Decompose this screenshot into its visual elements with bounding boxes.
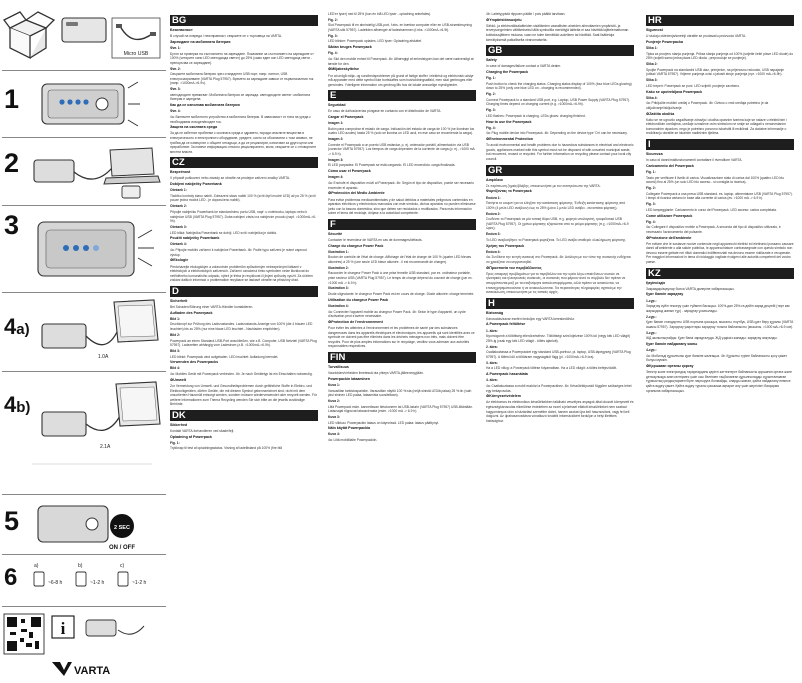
section-heading: Punjenje Powerpacka xyxy=(646,39,683,44)
figure-1-charge-status xyxy=(2,74,162,134)
paragraph: LED treperi: Powerpack se puni. LED svijetli: punjenje završeno. xyxy=(646,83,741,88)
language-header-bg xyxy=(170,15,318,26)
paragraph: Předcházejte ekologickým a zdravotním problémům způsobeným nebezpečnými látkami v elektrických a elektronických zařízeních. Zařízení označená tímto symbolem nelze likvidovat do netříděného komunálního odpadu, nýbrž je třeba je recyklovat či jinými způsoby využít. Za účelem získání dalších informací o problematice recyklace se laskavě obraťte na příslušný úřad. xyxy=(170,264,313,283)
option-b-label: b) xyxy=(78,563,83,569)
tablet-icon xyxy=(114,300,158,342)
powerbank-icon xyxy=(34,160,74,182)
figure-reference: Kuva 2: xyxy=(328,398,340,403)
paragraph: Collegare Powerpack a una presa USB standard, es. laptop, alimentatore USB (VARTA Plug 57957). I tempi di ricarica variano in base alla corrente di carica (es. >1000 mA -> 6-9 h). xyxy=(646,191,793,201)
divider xyxy=(2,70,166,71)
section-heading: Charging the Powerpack xyxy=(486,69,529,74)
language-code: E xyxy=(330,90,337,102)
figure-2-usb-charging xyxy=(2,140,162,202)
paragraph: Push button to check the charging status. Charging status display of 100% (four blue LEDs glowing) down to 25% (only one blue LED on - charging is recommended). xyxy=(486,81,632,91)
section-heading: Utilisation du chargeur Power Pack xyxy=(328,297,389,302)
figure-reference: Fig. 2: xyxy=(646,186,656,191)
paragraph: Προς αποφυγή προβλημάτων για το περιβάλλον και την υγεία λόγω επικίνδυνων ουσιών σε ηλεκτρικές και ηλεκτρονικές συσκευές, οι συσκευές που φέρουν αυτό το σύμβολο δεν πρέπει να απορρίπτονται μαζί με τα αταξινόμητα αστικά απορρίμματα, αλλά πρέπει να ανακτώνται, να επαναχρησιμοποιούνται ή να ανακυκλώνονται. Για περισσότερες πληροφορίες σχετικά με την ανακύκλωση, επικοινωνήστε με τις τοπικές αρχές. xyxy=(486,271,626,295)
paragraph: Электр және электрондық тауарлардағы қауіпті заттектерге байланысты қоршаған ортаға және денсаулыққа зиян келтірмес үшін осы белгімен таңбаланған құрылғыларды сұрыпталмаған тұрмыстық қалдықтармен бірге лақтыруға болмайды, оларды жинап, қайта пайдалану немесе қайта өңдеу қажет. Қайта өңдеу туралы қосымша ақпарат алу үшін жергілікті басқарма органына хабарласыңыз. xyxy=(646,370,792,393)
figure-reference: Fig. 2: xyxy=(328,17,338,22)
figure-reference: Εικόνα 2: xyxy=(486,211,501,216)
paragraph: Бутон за проверка на състоянието на зареждане. Показание за състоянието на зареждане от 100% (четирите сини LED светодиода светят) до 25% (само един син LED светодиод свети - препоръчва се зареждане). xyxy=(170,51,314,65)
figure-reference: Фиг. 2: xyxy=(170,66,181,71)
section-heading: Sigurnost xyxy=(646,28,663,32)
laptop-icon xyxy=(104,148,160,184)
section-heading: How to use the Powerpack xyxy=(486,119,532,124)
figure-number-4b-digit: 4 xyxy=(4,392,17,417)
figure-reference: Bild 2: xyxy=(170,332,181,337)
language-code: I xyxy=(648,139,651,150)
language-header-gr xyxy=(486,165,634,176)
paragraph: ЖД жыпылықтайды: Қуат банкі зарядталуда. ЖД үздіксіз жанады: зарядтау аяқталды. xyxy=(646,336,778,341)
paragraph: Tlačítko kontroly stavu nabití. Zobrazení stavu nabití 100 % (svítí čtyři modré LED) až po 25 % (svítí pouze jedna modrá LED - je doporučeno nabití). xyxy=(170,193,316,203)
environment-heading: ♻ Protection de l'environnement xyxy=(328,320,476,325)
option-a-label: a) xyxy=(34,563,39,569)
figure-reference: Fig. 1: xyxy=(646,170,656,175)
language-header-dk xyxy=(170,410,318,421)
paragraph: Connect Powerpack to a standard USB port, e.g. Laptop, USB Power Supply (VARTA Plug 57957). Charging times depend on charging current (e.g. >1000mA->6-9h). xyxy=(486,97,631,107)
paragraph: Зарядтау күйін тексеру үшін түймені басыңыз. 100%-дан 25%-ға дейін заряд деңгейі (төрт көк жарықдиод жанып тұр) - зарядтау ұсынылады. xyxy=(646,304,790,313)
paragraph: Para evitar problemas medioambientales y de salud debidos a materiales peligrosos contenidos en aparatos eléctricos y electrónicos marcados con este símbolo, dichos aparatos no pueden eliminarse junto con la basura doméstica, sino que deben ser reciclados o reutilizados. Para más información sobre el tema del reciclaje, diríjase a la autoridad competente. xyxy=(328,197,476,216)
figure-reference: Εικόνα 1: xyxy=(486,195,501,200)
figure-reference: Fig. 1: xyxy=(486,76,496,81)
figure-reference: Illustration 1: xyxy=(328,249,349,254)
figure-reference: 2. ábra: xyxy=(486,344,498,349)
text-column-3 xyxy=(486,12,634,677)
section-heading: Sécurité xyxy=(328,231,343,236)
paragraph: Bei Schaden/Störung einer VARTA-Händler kontaktieren. xyxy=(170,304,254,309)
divider xyxy=(2,554,166,555)
paragraph: За да се избегнат проблеми с околната среда и здравето, поради опасните вещества в електрическото и електронното оборудване, уредите, които са обозначени с този символ, не трябва да се изхвърлят с общите отпадъци, а да се рециклират, използват за други цели или преработват. За повече информация относно рециклирането, моля, свържете се с отговорните местни власти. xyxy=(170,131,317,154)
paragraph: LED lampeggiante: Caricamento in corso del Powerpack. LED acceso: carica completata. xyxy=(646,207,777,212)
section-heading: Sikkerhed xyxy=(170,422,188,427)
paragraph: V případě poškození nebo závady se obraťte na prodejce zařízení značky VARTA. xyxy=(170,176,290,181)
paragraph: Slut Powerpack til en almindelig USB-port, f.eks. en bærbar computer eller en USB-strømforsyning (VARTA stik 57957). Ladetiden afhænger af ladestrømmen (f.eks. >1000mA->6-9t). xyxy=(328,23,472,33)
paragraph: 4а: Включете мобилното устройство в мобилната батерия. В зависимост от типа на уреда с необходимия изходен/входен ток. xyxy=(170,115,311,124)
figure-1-package xyxy=(2,4,162,68)
tablet-icon xyxy=(116,382,160,426)
figure-reference: Fig. 3: xyxy=(328,33,338,38)
figure-reference: Fig. 2: xyxy=(486,92,496,97)
section-heading: Turvallisuus xyxy=(328,364,349,369)
figure-number-4b-suffix: b) xyxy=(16,399,31,416)
language-code: F xyxy=(330,218,336,230)
figure-reference: Imagen 4: xyxy=(328,175,344,180)
paragraph: Vaurioiden/virheiden ilmetessä ota yhteys VARTA-jälleenmyyjään. xyxy=(328,370,424,375)
paragraph: 4a: Slut den mobile enhed til Powerpack. 4b: Afhængigt af enhedstypen kan det være nødvendigt at tænde for den. xyxy=(328,57,474,66)
divider xyxy=(2,606,166,607)
section-heading: Safety xyxy=(486,58,497,63)
paragraph: Το LED αναβοσβήνει: το Powerpack φορτίζεται. Το LED ανάβει σταθερά: ολοκλήρωση φόρτισης. xyxy=(486,237,627,242)
paragraph: 4a: Mobiles Gerät mit Powerpack verbinden. 4b: Je nach Gerätetyp ist ein Einschalten notwendig. xyxy=(170,372,313,377)
paragraph: Contacter le revendeur de VARTA en cas de dommages/défauts. xyxy=(328,237,423,242)
figure-reference: 4. ábra: xyxy=(486,378,498,383)
language-code: KZ xyxy=(648,267,661,279)
section-heading: Cómo usar el Powerpack xyxy=(328,169,371,174)
divider xyxy=(2,137,166,138)
figure-reference: Fig. 3: xyxy=(486,108,496,113)
language-header-d xyxy=(170,286,318,297)
product-mini-icon xyxy=(86,620,144,636)
figure-reference: Εικόνα 4: xyxy=(486,249,501,254)
figure-reference: Slika 3: xyxy=(646,78,658,83)
socket-icon xyxy=(34,572,44,586)
paragraph: Csatlakoztassa a Powerpacket egy standard USB-porthoz, pl. laptop, USB-tápegység (VARTA Plug 57957). A töltési idő a töltőáram nagyságától függ (pl. >1000mA->6-9 óra). xyxy=(486,350,631,359)
paragraph: 4a: Enchufe el dispositivo móvil al Powerpack. 4b: Según el tipo de dispositivo, puede ser necesario encender el aparato. xyxy=(328,181,474,190)
figure-number-4a-suffix: a) xyxy=(16,321,30,338)
paragraph: 4a: Priključite mobilni uređaj u Powerpack. 4b: Ovisno o vrsti uređaja potrebno je da uključivanje/isključivanje. xyxy=(646,101,769,110)
paragraph: Raccorder le chargeur Power Pack à une prise femelle USB standard, par ex. ordinateur portable, prise secteur USB (VARTA Plug 57957). Le temps de charge dépend du courant de charge (par ex. >1000 mA -> 6-9 h). xyxy=(328,271,473,285)
paragraph: Károsodás/zavar esetén forduljon egy VARTA kereskedőhöz. xyxy=(486,316,575,321)
usb-cable-icon xyxy=(86,416,120,430)
varta-logo-icon xyxy=(52,662,110,677)
figure-reference: Illustration 4: xyxy=(328,303,349,308)
environment-heading: ♻ Umwelt xyxy=(170,378,318,383)
paragraph: Conecte el Powerpack a un puerto USB estándar, p. ej. ordenador portátil, alimentación vía USB (conector VARTA 57957). Los tiempos de carga dependen de la corriente de carga (p. ej., >1000 mA -> 6-9 h). xyxy=(328,142,475,157)
powerbank-icon xyxy=(42,324,86,348)
figure-reference: Slika 1: xyxy=(646,46,658,51)
section-heading: Verwenden des Powerpacks xyxy=(170,360,219,365)
figure-5-on-off xyxy=(2,496,162,552)
environment-heading: ♻ Қоршаған ортаны қорғау xyxy=(646,364,794,369)
figure-reference: Fig. 3: xyxy=(646,202,656,207)
language-header-f xyxy=(328,219,476,230)
figure-reference: Illustration 2: xyxy=(328,265,349,270)
figure-reference: Fig. 4: xyxy=(646,219,656,224)
figure-4a-connect-device xyxy=(2,296,162,366)
figure-reference: 1-сур.: xyxy=(646,298,657,303)
section-heading: Caricamento del Powerpack xyxy=(646,163,694,168)
language-code: CZ xyxy=(172,157,185,169)
figure-reference: 1. ábra: xyxy=(486,328,498,333)
environment-heading: ♻ Környezetvédelem xyxy=(486,394,634,399)
paragraph: 4a: Plug mobile device into Powerpack. 4b: Depending on the device type 'On' can be necessary. xyxy=(486,131,628,136)
paragraph: Tasto per verificare il livello di carica. Visualizzazione stato di carica dal 100% (quattro LED blu accesi) fino al 25% (un solo LED blu acceso - si consiglia la ricarica). xyxy=(646,175,784,185)
figure-reference: Kuva 4: xyxy=(328,432,340,437)
brand-name: VARTA xyxy=(74,665,111,677)
paragraph: Varaustilan tarkistuspainike. Varaustilan näyttö 100 %:sta (neljä sinistä LEDiä palaa) 25 %:iin (vain yksi sininen LED palaa, lataamista suositellaan). xyxy=(328,388,472,398)
section-heading: Cargar el Powerpack xyxy=(328,115,364,120)
powerbank-icon xyxy=(42,412,86,436)
charge-time-c: ~1-2 h xyxy=(132,580,147,586)
paragraph: Свържете мобилната батерия чрез стандартен USB порт, напр. лаптоп, USB електрозахранване (VARTA Plug 57957). Времето за зареждане зависи от първоначалния ток (напр. >1000mA->6-9ч). xyxy=(170,72,314,86)
figure-number-1: 1 xyxy=(4,84,20,114)
figure-reference: 2-сур.: xyxy=(646,314,657,319)
figure-reference: Εικόνα 3: xyxy=(486,232,501,237)
figure-reference: Fig. 1: xyxy=(170,440,180,445)
paragraph: El LED parpadea: El Powerpack se está cargando. El LED encendido: carga finalizada. xyxy=(328,163,456,168)
figure-reference: Obrázek 2: xyxy=(170,204,187,209)
language-code: GB xyxy=(488,45,503,57)
paragraph: Spojite Powerpack na standardni USB ulaz, primjerice, na prijenosno računalo, USB napajanje (utikač VARTA 57957). Vrijeme punjenja ovisi o jakosti struje punjenja (npr. >1000 mA->6-9h). xyxy=(646,67,784,77)
figure-strip xyxy=(0,0,168,683)
figure-reference: Фиг. 3: xyxy=(170,87,181,92)
section-heading: A Powerpack feltöltése xyxy=(486,322,526,327)
section-heading: Näin käytät Powerpackia xyxy=(328,426,371,431)
figure-reference: Slika 4: xyxy=(646,95,658,100)
paragraph: Per evitare che le sostanze nocive contenute negli apparecchi elettrici ed elettronici possano causare danni all'ambiente o alla salute pubblica, le apparecchiature contrassegnate con questo simbolo non devono essere gettate nei rifiuti domestici indifferenziati ma devono essere riutilizzate e recuperate. Per maggiori informazioni in tema di riciclaggio vogliate rivolgervi alle autorità competenti del vostro paese. xyxy=(646,241,794,264)
option-c-label: c) xyxy=(120,563,125,569)
paragraph: LED bliká: Nabíječka Powerbank se dobíjí. LED svítí: nabíječka je dobitá. xyxy=(170,230,277,235)
info-symbol: i xyxy=(60,619,66,638)
figure-reference: Fig. 4: xyxy=(328,51,338,56)
section-heading: Dobíjení nabíječky Powerbank xyxy=(170,182,222,187)
figure-reference: Фиг. 4: xyxy=(170,109,181,114)
language-header-h xyxy=(486,298,634,309)
section-heading: Bezpečnost xyxy=(170,170,191,175)
paragraph: Trykknap til test af opladningsstatus. Visning af ladetilstand på 100% (fire blå xyxy=(170,446,282,451)
socket-icon xyxy=(118,572,128,586)
socket-icon xyxy=(76,572,86,586)
paragraph: Зақымдар/ақаулар болса VARTA дилеріне хабарласыңыз. xyxy=(646,286,735,291)
text-column-1 xyxy=(170,12,318,677)
environment-heading: ♻ Zaštita okoliša xyxy=(646,112,794,117)
paragraph: LED vilkkuu: Powerpackin lataus on käynnissä. LED palaa: lataus päättynyt. xyxy=(328,420,440,425)
figure-number-4a-digit: 4 xyxy=(4,314,17,339)
paragraph: LED blinkt: Powerpack wird aufgeladen. LED leuchtet: Aufladung beendet. xyxy=(170,354,279,359)
paragraph: LED blinker: Powerpack oplades. LED lyser: Opladning afsluttet. xyxy=(328,39,423,44)
paragraph: En caso de daños/averías póngase en contacto con el distribuidor de VARTA. xyxy=(328,109,442,114)
language-header-gb xyxy=(486,45,634,56)
paragraph: Powerpack an einen Standard-USB-Port anschließen, wie z.B. Computer, USB Netzteil (VARTA Plug 57957). Ladezeiten abhängig vom Ladestrom (z.B. >1000mA->6-9h). xyxy=(170,338,317,348)
section-heading: Безопасност xyxy=(170,28,193,32)
on-off-label: ON / OFF xyxy=(109,545,135,551)
section-heading: Seguridad xyxy=(328,103,346,108)
figure-number-6: 6 xyxy=(4,564,18,591)
section-heading: Biztonság xyxy=(486,310,504,315)
figure-reference: Obrázek 3: xyxy=(170,224,187,229)
paragraph: В случай на повреда / неизправност, свържете се с търговеца на VARTA. xyxy=(170,34,282,39)
language-header-hr xyxy=(646,15,794,26)
section-heading: Зареждане на мобилната батерия xyxy=(170,39,231,44)
figure-reference: Bild 1: xyxy=(170,316,181,321)
environment-heading: ♻ Προστασία του περιβάλλοντος xyxy=(486,266,634,271)
language-code: D xyxy=(172,285,179,297)
section-heading: Қуат банкін пайдалану жолы xyxy=(646,342,698,347)
usb-cable-icon xyxy=(74,168,112,179)
paragraph: 4b: Laitetyypistä riippuen päälle / pois päältä tarvitaan. xyxy=(486,12,566,16)
paragraph: In caso di danni/malfunzionamenti contattare il rivenditore VARTA. xyxy=(646,158,743,163)
push-button-icon xyxy=(96,98,108,110)
section-heading: Қауіпсіздік xyxy=(646,280,666,285)
figure-number-2: 2 xyxy=(4,148,20,178)
environment-heading: ♻ Environmental Protection xyxy=(486,137,634,142)
section-heading: Ασφάλεια xyxy=(486,177,503,182)
section-heading: Kako se upotrebljava Powerpack xyxy=(646,89,703,94)
paragraph: Bouton de contrôle de l'état de charge. Affichage de l'état de charge de 100 % (quatre LED bleues allumées) à 25 % (une seule LED bleue allumée - il est recommandé de charger). xyxy=(328,255,472,264)
section-heading: Opladning af Powerpack xyxy=(170,434,212,439)
section-heading: Powerpackin lataaminen xyxy=(328,376,370,381)
section-heading: Aufladen des Powerpack xyxy=(170,310,213,315)
paragraph: To avoid environmental and health problems due to hazardous substances in electrical and electronic goods, appliances marked with this symbol must not be disposed of with unsorted municipal waste, but recovered, reused or recycled. For further information on recycling please contact your local city council. xyxy=(486,143,634,161)
figure-6-charge-times xyxy=(2,558,162,604)
text-column-4 xyxy=(646,12,794,677)
paragraph: Σε περίπτωση ζημιάς/βλάβης, επικοινωνήστε με τον αντιπρόσωπο της VARTA. xyxy=(486,183,601,188)
paragraph: Az elektromos és elektronikus készülékekben található veszélyes anyagok által okozott környezeti és egészségkárosodás elkerülése érdekében az ezzel a jelzéssel ellátott készülékeket nem szabad hagyományos útón a háztartási szemétbe dobni, hanem azokat újra kell hasznosítani, vagy fel kell dolgozni. Az újrahasznosításra vonatkozó további információkért forduljon a helyi illetékes hatósághoz. xyxy=(486,400,634,423)
language-header-fin xyxy=(328,352,476,363)
environment-heading: ♻ Protección del Medio Ambiente xyxy=(328,191,476,196)
section-heading: Φορτίζοντας το Powerpack xyxy=(486,189,532,194)
figure-reference: Bild 4: xyxy=(170,366,181,371)
divider xyxy=(2,494,166,495)
paragraph: LED flashes: Powerpack is charging. LEDs glows: charging finished. xyxy=(486,113,586,118)
paragraph: 4a: Csatlakoztassa a mobil eszközt a Powerpackhez. 4b: Készüléktípustól függően szükséges lehet egy bekapcsolás. xyxy=(486,384,632,393)
package-box-icon xyxy=(4,12,54,58)
charge-time-a: ~6-8 h xyxy=(48,580,63,586)
figure-reference: Imagen 1: xyxy=(328,121,344,126)
language-header-cz xyxy=(170,157,318,168)
section-heading: Použití nabíječky Powerbank xyxy=(170,236,220,241)
paragraph: Připojte nabíječku Powerbank ke standardnímu portu USB, např. u notebooku, laptopu nebo k nabíječce USB (VARTA Plug 57957). Doba nabíjení závisí na nabíjecím proudu (např. >1000mA->6-9h). xyxy=(170,209,317,224)
divider xyxy=(2,371,166,372)
language-code: H xyxy=(488,297,495,309)
environment-heading: ♻ Ympäristönsuojelu xyxy=(486,18,634,23)
footer-graphics xyxy=(2,610,168,682)
paragraph: Συνδέστε το Powerpack σε μία τυπική θύρα USB, π.χ. φορητό υπολογιστή, τροφοδοτικό USB (VARTA Plug 57957). Οι χρόνοι φόρτισης εξαρτώνται από το ρεύμα φόρτισης (π.χ. >1000mA->6-9 ώρες). xyxy=(486,217,629,231)
language-code: GR xyxy=(488,164,503,176)
language-header-kz xyxy=(646,268,794,279)
paragraph: Pour éviter les atteintes à l'environnement et les problèmes de santé par des substances dangereuses dans les appareils électriques et électroniques, les appareils qui sont identifiés avec ce symbole ne doivent pas être éliminés dans les déchets ménagers non triés, mais doivent être recyclés. Pour de plus amples informations sur le recyclage, veuillez vous adresser aux autorités responsables respectives. xyxy=(328,326,475,349)
environment-heading: ♻ Miljøbeskyttelse xyxy=(328,67,476,72)
section-heading: Charge du chargeur Power Pack xyxy=(328,243,384,248)
paragraph: Tipka za provjeru stanja punjenja. Prikaz stanja punjenja od 100% (svijetle četiri plave LED diode) do 25% (svijetli samo jedna plava LED dioda - preporučuje se punjenje). xyxy=(646,51,794,61)
figure-3-led-flashing xyxy=(2,208,162,290)
divider xyxy=(2,205,166,206)
power-button-icon xyxy=(86,518,98,530)
language-header-i xyxy=(646,139,794,150)
paragraph: Πατήστε το κουμπί για να ελέγξετε την κατάσταση φόρτισης. Ένδειξη κατάστασης φόρτισης από 100% (4 μπλε LED ανάβουν) έως το 25% (μόνο 1 μπλε LED ανάβει - συνιστάται φόρτιση). xyxy=(486,201,626,210)
paragraph: Diode clignotante: le chargeur Power Pack est en cours de charge. Diode allumée: charge terminée. xyxy=(328,292,475,297)
figure-number-3: 3 xyxy=(4,210,20,240)
micro-usb-label: Micro USB xyxy=(123,51,149,57)
paragraph: Zur Vermeidung von Umwelt- und Gesundheitsproblemen durch gefährliche Stoffe in Elektro- und Elektronikgeräten, dürfen Geräte, die mit diesem Symbol gekennzeichnet sind, nicht mit dem unsortierten Hausmüll entsorgt werden, sondern müssen wiederverwendet oder recycelt werden. Für weitere Informationen zum Thema Recycling wenden Sie sich bitte an die jeweils zuständige Behörde. xyxy=(170,384,317,407)
figure-reference: 3. ábra: xyxy=(486,360,498,365)
paragraph: Kako se ne ugrozilo zagađivanje zdravlja i okoliša opasnim tvarima koje se nalaze u električnim i elektroničkim uređajima, uređaje označene ovim simbolom ne smije se odlagati s nerazvrstanim komunalnim otpadom, nego je potrebno ponovno iskoristiti ili reciklirati. Za dodatne informacije o recikliranju obratite se lokalnim nadležnim tijelima. xyxy=(646,117,787,136)
language-code: FIN xyxy=(330,351,346,363)
powerbank-icon xyxy=(62,18,106,42)
figure-reference: Фиг. 1: xyxy=(170,46,181,51)
figure-4b-connect-device xyxy=(2,376,162,486)
qr-code-icon xyxy=(4,614,44,654)
figure-reference: Bild 3: xyxy=(170,348,181,353)
paragraph: Sähkö- ja elektroniikkalaitteiden sisältämien vaarallisten aineiden aiheuttamien ympäristö- ja terveysongelmien välttämiseksi tällä symbolilla merkittyjä laitteita ei saa hävittää lajittelemattoman kotitalousjätteen mukana, vaan ne tulee kierrättää uudelleen tai hävittää. Saat lisätietoja kierrätyksestä paikalliselta viranomaiselta. xyxy=(486,23,629,42)
hold-time-label: 2 SEC xyxy=(114,525,130,531)
figure-reference: Imagen 3: xyxy=(328,157,344,162)
paragraph: 4a: Připojte mobilní zařízení k nabíječce Powerbank. 4b: Podle typu zařízení je nutné zapnout výstup. xyxy=(170,248,307,257)
output-1a-label: 1.0A xyxy=(98,354,109,360)
figure-reference: Fig. 4: xyxy=(486,125,496,130)
divider xyxy=(2,292,166,293)
section-heading: Χρήση του Powerpack xyxy=(486,243,525,248)
section-heading: Қуат банкін зарядтау xyxy=(646,292,684,297)
figure-reference: 4-сур.: xyxy=(646,348,657,353)
paragraph: 4a: Liitä mobiililaite Powerpackiin. xyxy=(328,438,378,443)
figure-reference: Kuva 3: xyxy=(328,414,340,419)
section-heading: Sådan bruges Powerpack xyxy=(328,45,372,50)
figure-reference: Kuva 1: xyxy=(328,382,340,387)
paragraph: Liitä Powerpack esim. kannettavan tietokoneen tai USB-laturin (VARTA Plug 57957) USB-liitäntään. Latausajat riippuvat latausvirrasta (esim. >1000 mA -> 6-9 h). xyxy=(328,404,473,414)
paragraph: 4a: Connecter l'appareil mobile au chargeur Power Pack. 4b: Selon le type d'appareil, un cycle d'activation peut s'avérer nécessaire. xyxy=(328,309,466,319)
paragraph: In case of damages/failure contact a VARTA dealer. xyxy=(486,64,561,69)
paragraph: 4a: Collegare il dispositivo mobile a Powerpack. A seconda del tipo di dispositivo utilizzato, è necessario l'azionamento del pulsante. xyxy=(646,225,781,234)
paragraph: 4а: Мобильді құрылғыны қуат банкіне жалғаңыз. 4b: Құрылғы түріне байланысты қосу қажет болуы мүмкін. xyxy=(646,353,788,363)
section-heading: Sicherheit xyxy=(170,298,188,303)
figure-reference: Slika 2: xyxy=(646,62,658,67)
section-heading: Защита на околната среда xyxy=(170,125,218,130)
wall-plug-icon xyxy=(122,186,140,198)
usb-cable-icon xyxy=(86,330,118,345)
figure-number-5: 5 xyxy=(4,506,20,536)
paragraph: Қуат банкін стандартты USB портына қосыңыз, мысалы, ноутбук, USB қуат беру құралы (VARTA ашасы 57957). Зарядтау уақыттары зарядтау тогына байланысты (мысалы, >1000 мА->6-9 сағ). xyxy=(646,320,794,329)
section-heading: Sicurezza xyxy=(646,152,663,156)
figure-reference: 3-сур.: xyxy=(646,330,657,335)
paragraph: Druckknopf zur Prüfung des Ladezustandes. Ladezustands-Anzeige von 100% (die 4 blauen LED leuchten) bis zu 25% (nur eine blaue LED leuchtet - Nachladen empfohlen). xyxy=(170,322,313,332)
environment-heading: ♻ Protezione dell'ambiente xyxy=(646,236,794,241)
language-header-e xyxy=(328,90,476,101)
paragraph: For at undgå miljø- og sundhedsproblemer på grund af farlige stoffer i elektrisk og elektronisk udstyr må apparater med dette symbol ikke bortskaffes som husholdningsaffald, men skal genbruges eller genvindes. Yderligere information om genbrug fås hos de lokale ansvarlige myndigheder. xyxy=(328,73,474,87)
output-2a-label: 2.1A xyxy=(100,444,111,450)
paragraph: U slučaju oštećenja/smetnji obratite se prodavaču proizvoda VARTA. xyxy=(646,34,747,39)
paragraph: 4a: Συνδέστε την κινητή συσκευή στο Powerpack. 4b: Ανάλογα με τον τύπο της συσκευής ενδέχεται να χρειάζεται να ενεργοποιηθεί. xyxy=(486,255,631,264)
figure-reference: Imagen 2: xyxy=(328,137,344,142)
language-code: BG xyxy=(172,15,187,26)
language-code: HR xyxy=(648,15,662,26)
figure-reference: Obrázek 4: xyxy=(170,242,187,247)
figure-reference: Illustration 3: xyxy=(328,286,349,291)
environment-heading: ♻ Ekologie xyxy=(170,258,318,263)
paragraph: LED'er lyser) ned til 25% (kun én blå LED lyser - opladning anbefales). xyxy=(328,12,432,16)
section-heading: Как да се използва мобилната батерия xyxy=(170,103,240,108)
figure-reference: Obrázek 1: xyxy=(170,188,187,193)
paragraph: Botón para comprobar el estado de carga. Indicación del estado de carga de 100 % (se iluminan los cuatro LED azules) hasta 25 % (solo se ilumina un LED azul, en ese caso se recomienda la carga). xyxy=(328,126,475,136)
paragraph: Ha a LED villog: a Powerpack töltése folyamatban. Ha a LED világít: a töltés befejeződött. xyxy=(486,366,618,371)
paragraph: Kontakt VARTA-forhandleren ved skade/fejl. xyxy=(170,428,235,433)
charge-time-b: ~1-2 h xyxy=(90,580,105,586)
language-code: DK xyxy=(172,409,186,421)
text-column-2 xyxy=(328,12,476,677)
paragraph: светодиодите премигват: Мобилната батерия се зарежда. светодиодите светят: мобилната батерия е заредена. xyxy=(170,92,311,102)
paragraph: Nyomógomb a töltöttség ellenőrzéséhez. Töltöttségi szint kijelzése 100%-tól (négy kék LED világít) 25%-ig (csak egy kék LED világít - töltés ajánlott). xyxy=(486,334,631,343)
section-heading: A Powerpack használata xyxy=(486,372,528,377)
section-heading: Come utilizzare Powerpack xyxy=(646,213,693,218)
